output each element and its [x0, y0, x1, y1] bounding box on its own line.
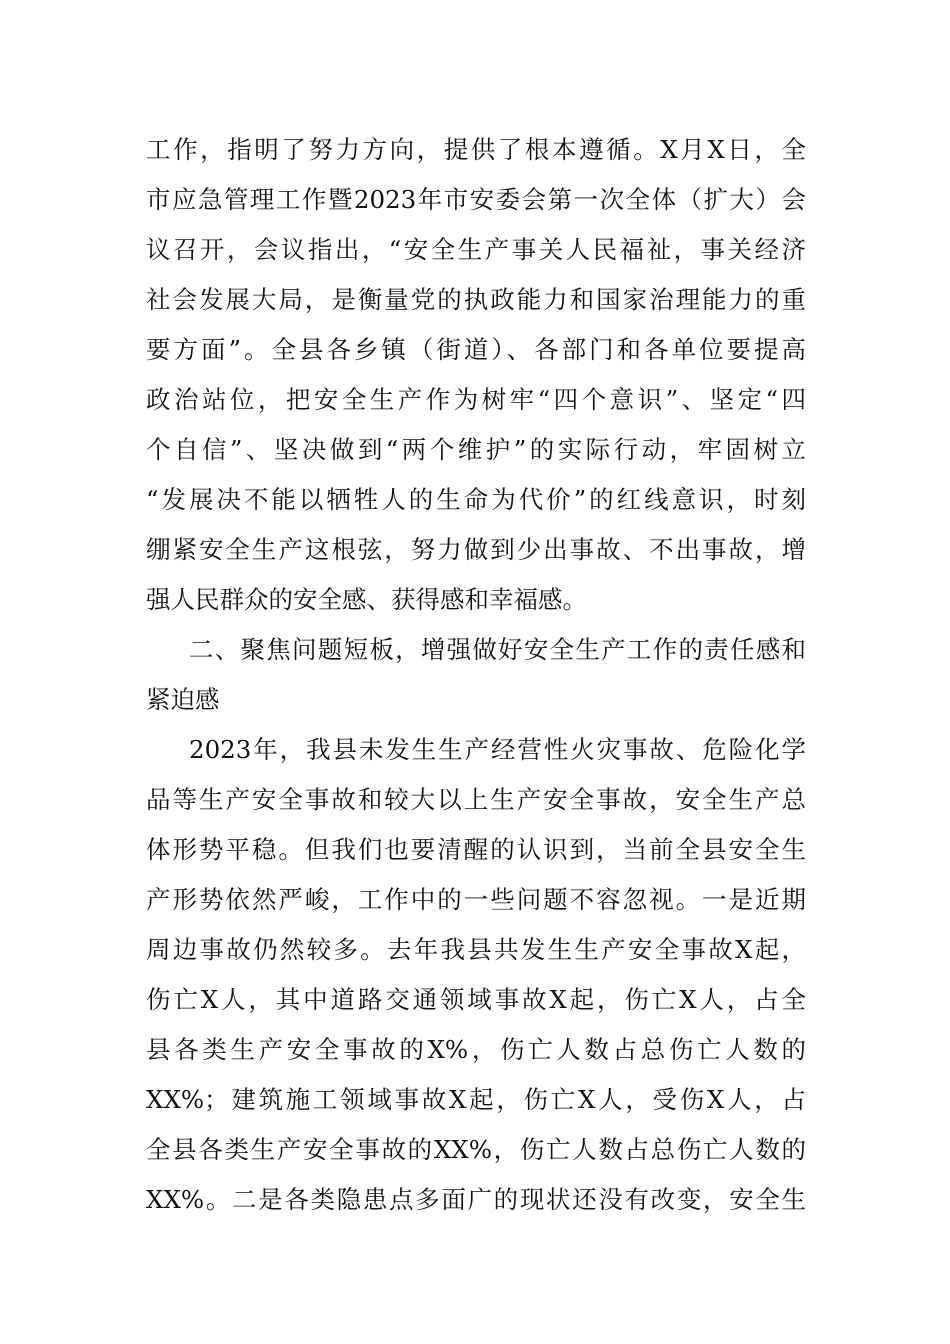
text-line: 社会发展大局，是衡量党的执政能力和国家治理能力的重 — [146, 285, 806, 314]
text-line: 产形势依然严峻，工作中的一些问题不容忽视。一是近期 — [146, 885, 806, 914]
section-heading-line: 二、聚焦问题短板，增强做好安全生产工作的责任感和 — [189, 635, 806, 664]
text-line: 全县各类生产安全事故的XX%，伤亡人数占总伤亡人数的 — [146, 1135, 806, 1164]
text-line: 绷紧安全生产这根弦，努力做到少出事故、不出事故，增 — [146, 535, 806, 564]
text-line: 议召开，会议指出，“安全生产事关人民福祉，事关经济 — [146, 235, 806, 264]
text-line: 2023年，我县未发生生产经营性火灾事故、危险化学 — [189, 735, 806, 764]
text-line: XX%。二是各类隐患点多面广的现状还没有改变，安全生 — [146, 1185, 806, 1214]
text-line: 体形势平稳。但我们也要清醒的认识到，当前全县安全生 — [146, 835, 806, 864]
text-line: 强人民群众的安全感、获得感和幸福感。 — [146, 585, 587, 614]
text-line: 工作，指明了努力方向，提供了根本遵循。X月X日，全 — [146, 135, 806, 164]
text-line: 政治站位，把安全生产作为树牢“四个意识”、坚定“四 — [146, 385, 806, 414]
text-line: 要方面”。全县各乡镇（街道）、各部门和各单位要提高 — [146, 335, 806, 364]
text-line: 市应急管理工作暨2023年市安委会第一次全体（扩大）会 — [146, 185, 806, 214]
text-line: XX%；建筑施工领域事故X起，伤亡X人，受伤X人，占 — [146, 1085, 806, 1114]
text-line: 个自信”、坚决做到“两个维护”的实际行动，牢固树立 — [146, 435, 806, 464]
text-line: “发展决不能以牺牲人的生命为代价”的红线意识，时刻 — [146, 485, 806, 514]
text-line: 周边事故仍然较多。去年我县共发生生产安全事故X起， — [146, 935, 806, 964]
text-line: 伤亡X人，其中道路交通领域事故X起，伤亡X人，占全 — [146, 985, 806, 1014]
text-line: 品等生产安全事故和较大以上生产安全事故，安全生产总 — [146, 785, 806, 814]
section-heading-line: 紧迫感 — [146, 685, 220, 714]
text-line: 县各类生产安全事故的X%，伤亡人数占总伤亡人数的 — [146, 1035, 806, 1064]
